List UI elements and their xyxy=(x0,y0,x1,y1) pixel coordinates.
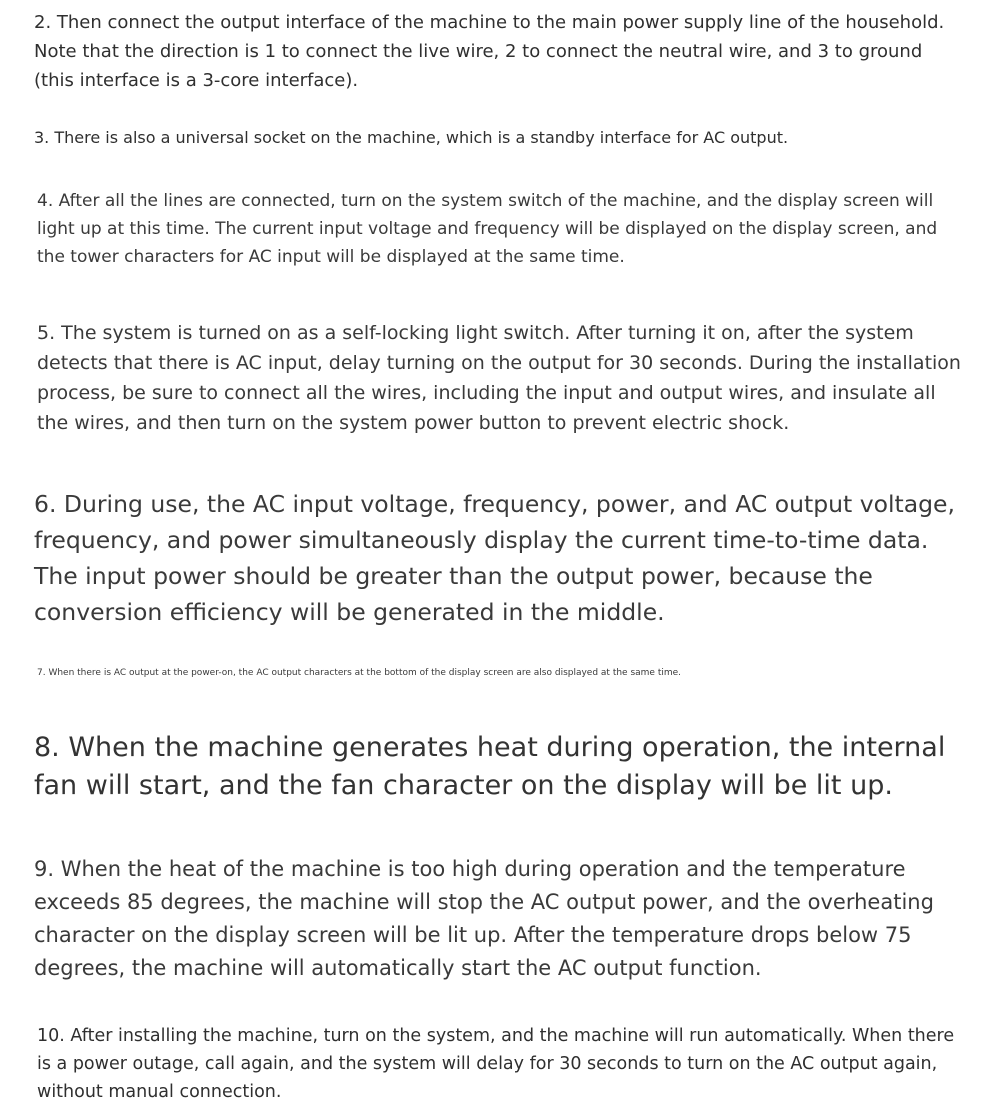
instruction-step-9: 9. When the heat of the machine is too high during operation and the temperature exceeds 85 degrees, the machine will stop the AC output power, and the overheating character on the display screen will be lit up. After the temperature drops below 75 degrees, the machine will automatically start the AC output function. xyxy=(34,857,934,980)
instruction-step-8: 8. When the machine generates heat during operation, the internal fan will start, and the fan character on the display will be lit up. xyxy=(34,732,946,801)
instruction-step-2: 2. Then connect the output interface of the machine to the main power supply line of the household. Note that the direction is 1 to connect the live wire, 2 to connect the neutral wire, and 3 to ground (this interface is a 3-core interface). xyxy=(34,12,945,91)
instruction-step-3: 3. There is also a universal socket on the machine, which is a standby interface for AC output. xyxy=(34,128,789,147)
instruction-step-4: 4. After all the lines are connected, turn on the system switch of the machine, and the display screen will light up at this time. The current input voltage and frequency will be displayed on the display screen, and the tower characters for AC input will be displayed at the same time. xyxy=(37,191,938,267)
instruction-step-10: 10. After installing the machine, turn on the system, and the machine will run automatically. When there is a power outage, call again, and the system will delay for 30 seconds to turn on the AC output again, without manual connection. xyxy=(37,1026,955,1102)
instruction-step-7: 7. When there is AC output at the power-on, the AC output characters at the bottom of the display screen are also displayed at the same time. xyxy=(37,668,682,678)
instruction-step-5: 5. The system is turned on as a self-locking light switch. After turning it on, after the system detects that there is AC input, delay turning on the output for 30 seconds. During the installation process, be sure to connect all the wires, including the input and output wires, and insulate all the wires, and then turn on the system power button to prevent electric shock. xyxy=(37,322,961,434)
instruction-step-6: 6. During use, the AC input voltage, frequency, power, and AC output voltage, frequency, and power simultaneously display the current time-to-time data. The input power should be greater than the output power, because the conversion efficiency will be generated in the middle. xyxy=(34,490,955,626)
